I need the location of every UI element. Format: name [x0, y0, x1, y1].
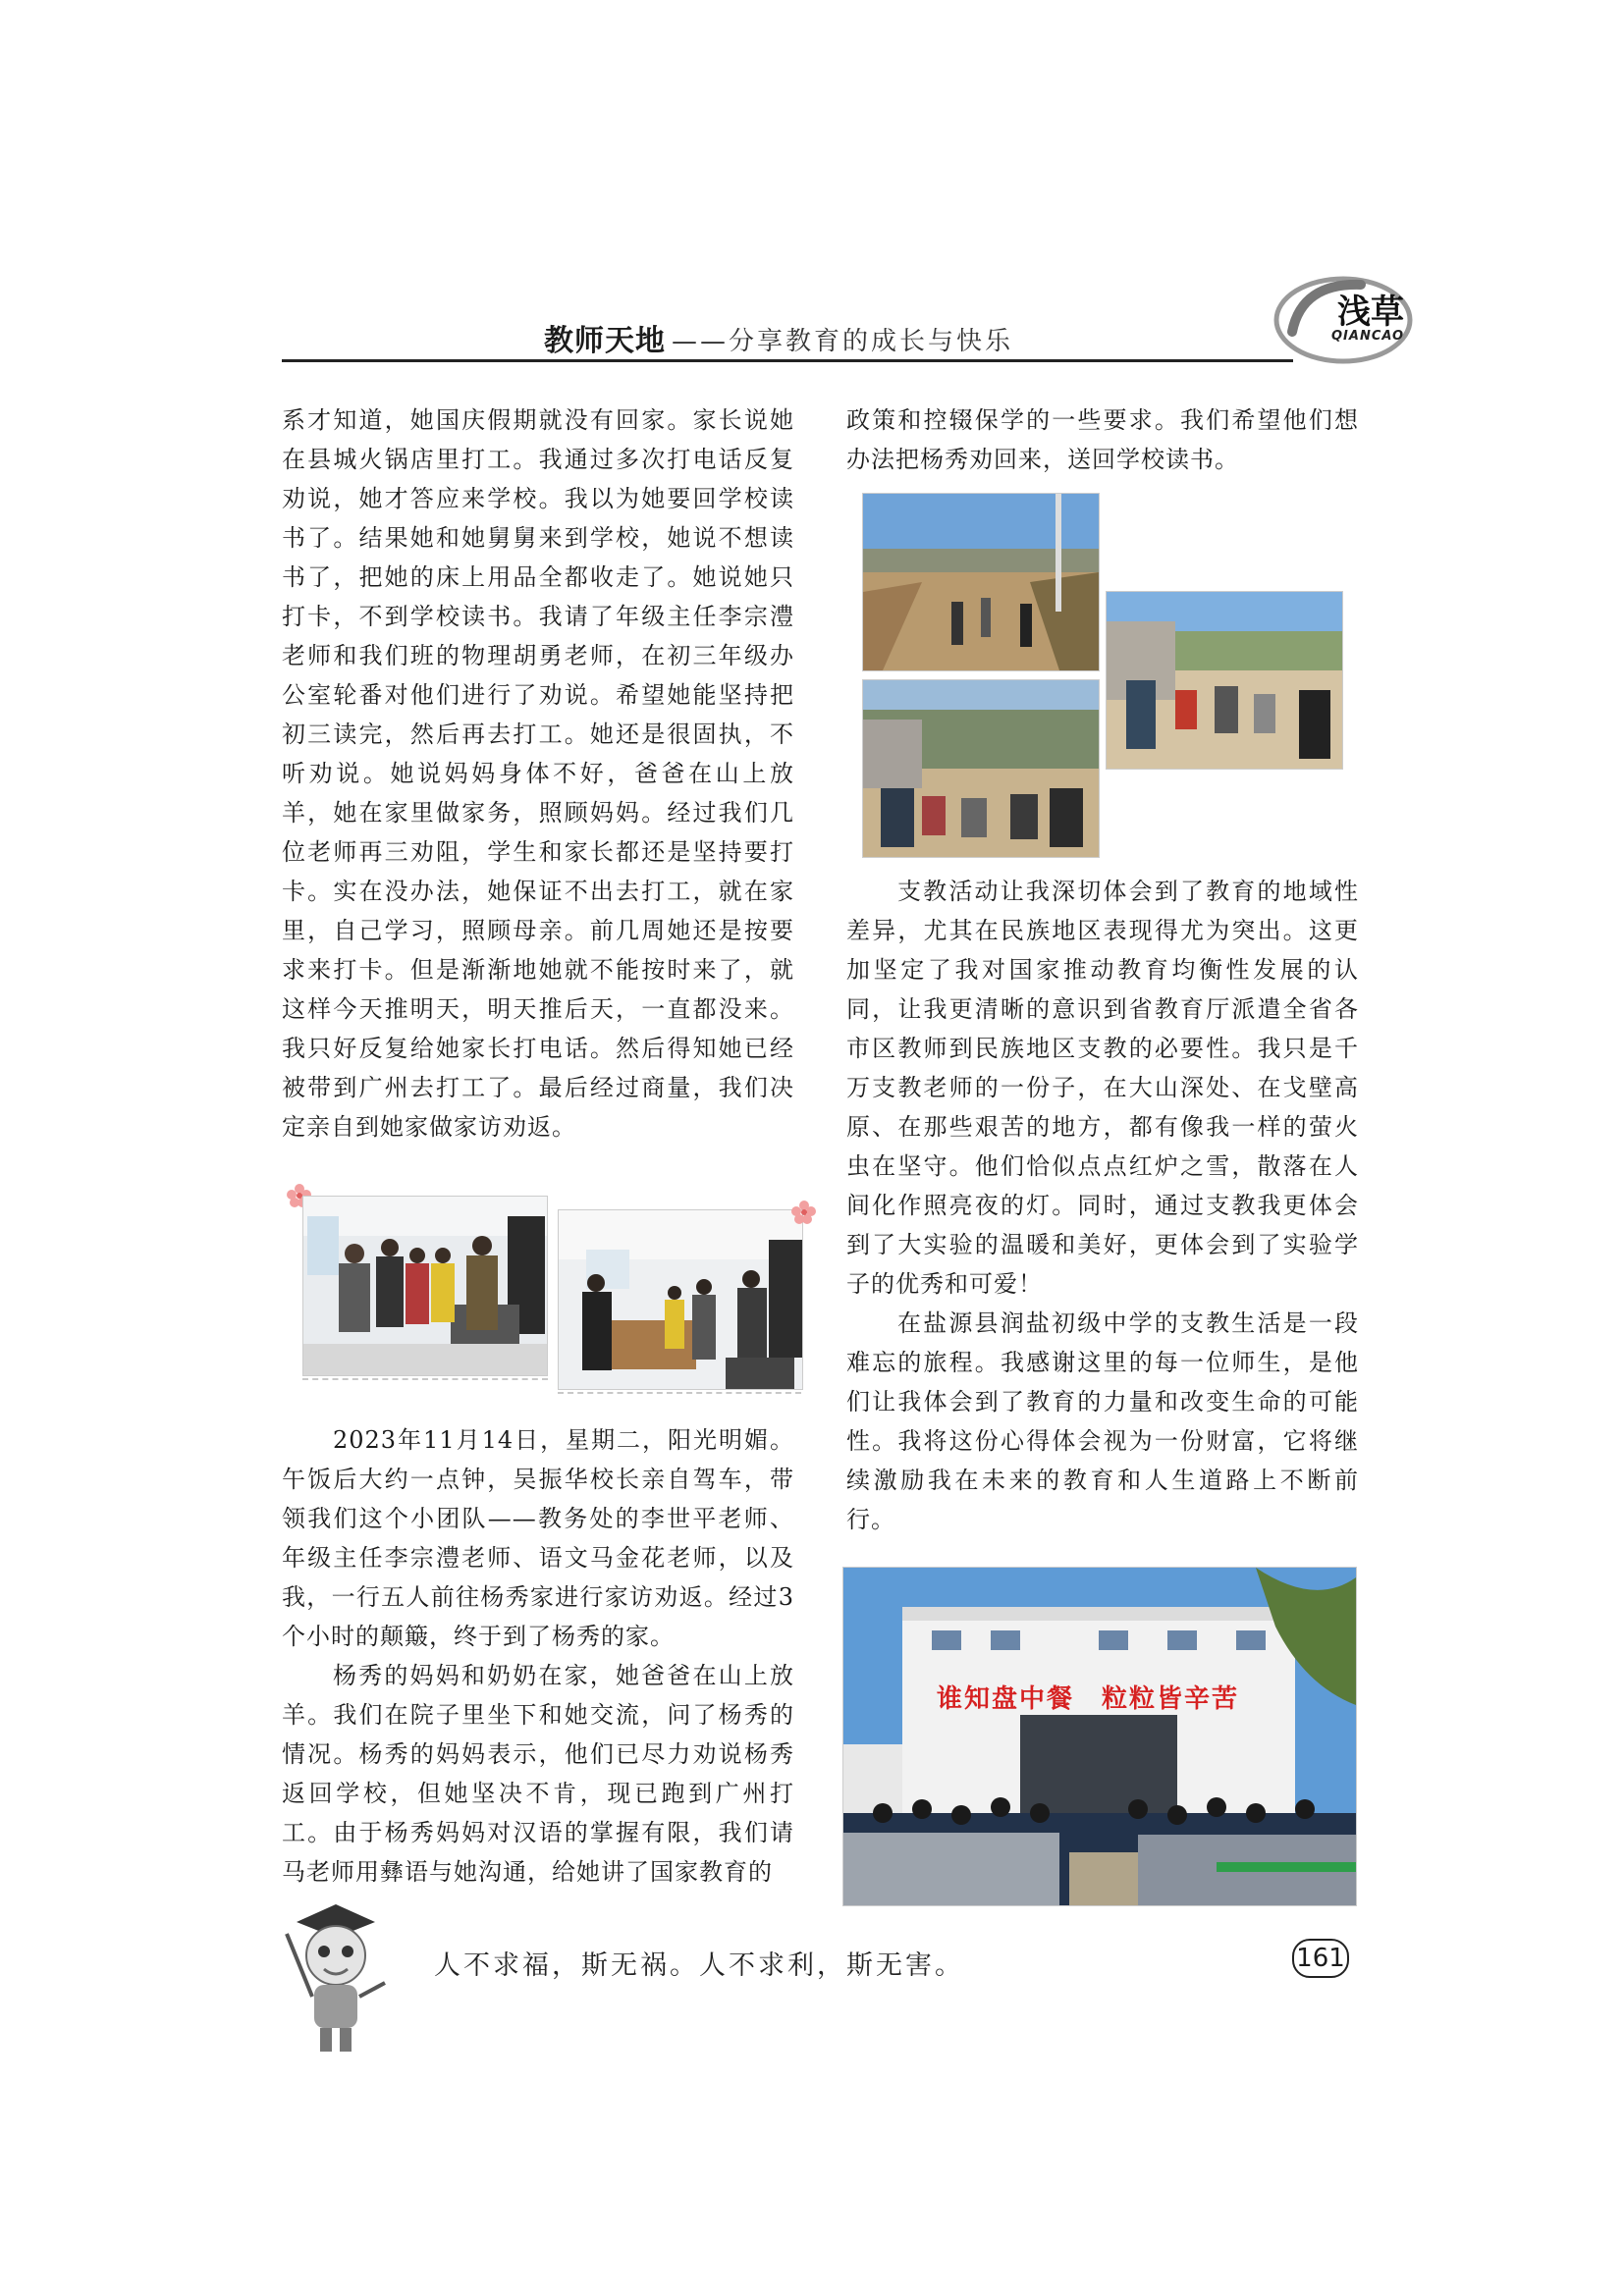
- header-rule: [282, 359, 1293, 362]
- photo-office-visit-2: [558, 1209, 803, 1390]
- left-column-bottom: [282, 1420, 794, 1892]
- paragraph: 杨秀的妈妈和奶奶在家，她爸爸在山上放羊。我们在院子里坐下和她交流，问了杨秀的情况。杨秀的妈妈表示，他们已尽力劝说杨秀返回学校，但她坚决不肯，现已跑到广州打工。由于杨秀妈妈对汉语的掌握有限，我们请马老师用彝语与她沟通，给她讲了国家教育的: [282, 1662, 794, 1886]
- photo-school-cafeteria: [842, 1567, 1357, 1906]
- photo-courtyard-talk-1: [862, 679, 1100, 858]
- section-subtitle: ——分享教育的成长与快乐: [672, 327, 1014, 356]
- paragraph: 支教活动让我深切体会到了教育的地域性差异，尤其在民族地区表现得尤为突出。这更加坚定了我对国家推动教育均衡性发展的认同，让我更清晰的意识到省教育厅派遣全省各市区教师到民族地区支教的必要性。我只是千万支教老师的一份子，在大山深处、在戈壁高原、在那些艰苦的地方，都有像我一样的萤火虫在坚守。他们恰似点点红炉之雪，散落在人间化作照亮夜的灯。同时，通过支教我更体会到了大实验的温暖和美好，更体会到了实验学子的优秀和可爱！: [846, 878, 1359, 1298]
- right-column-top: [846, 400, 1359, 479]
- paragraph: 2023年11月14日，星期二，阳光明媚。午饭后大约一点钟，吴振华校长亲自驾车，带领我们这个小团队——教务处的李世平老师、年级主任李宗澧老师、语文马金花老师，以及我，一行五人前往杨秀家进行家访劝返。经过3个小时的颠簸，终于到了杨秀的家。: [282, 1426, 794, 1650]
- paragraph: 系才知道，她国庆假期就没有回家。家长说她在县城火锅店里打工。我通过多次打电话反复劝说，她才答应来学校。我以为她要回学校读书了。结果她和她舅舅来到学校，她说不想读书了，把她的床上用品全都收走了。她说她只打卡，不到学校读书。我请了年级主任李宗澧老师和我们班的物理胡勇老师，在初三年级办公室轮番对他们进行了劝说。希望她能坚持把初三读完，然后再去打工。她还是很固执，不听劝说。她说妈妈身体不好，爸爸在山上放羊，她在家里做家务，照顾妈妈。经过我们几位老师再三劝阻，学生和家长都还是坚持要打卡。实在没办法，她保证不出去打工，就在家里，自己学习，照顾母亲。前几周她还是按要求来打卡。但是渐渐地她就不能按时来了，就这样今天推明天，明天推后天，一直都没来。我只好反复给她家长打电话。然后得知她已经被带到广州去打工了。最后经过商量，我们决定亲自到她家做家访劝返。: [282, 406, 794, 1141]
- logo-text: 浅草: [1337, 293, 1404, 332]
- photo-office-visit-1: [302, 1196, 548, 1376]
- page-number: 161: [1292, 1939, 1349, 1978]
- section-title: 教师天地: [544, 324, 666, 358]
- divider: [302, 1378, 548, 1380]
- mascot-icon: [277, 1895, 393, 2061]
- photo-mountain-walk: [862, 493, 1100, 671]
- footer-quote: 人不求福，斯无祸。人不求利，斯无害。: [434, 1950, 964, 1981]
- left-column-top: [282, 400, 794, 1147]
- logo-subtext: QIANCAO: [1331, 329, 1405, 344]
- school-banner-text: 谁知盘中餐 粒粒皆辛苦: [937, 1684, 1240, 1714]
- flower-icon: [791, 1200, 817, 1225]
- photo-courtyard-talk-2: [1106, 591, 1343, 770]
- paragraph: 政策和控辍保学的一些要求。我们希望他们想办法把杨秀劝回来，送回学校读书。: [846, 406, 1359, 473]
- paragraph: 在盐源县润盐初级中学的支教生活是一段难忘的旅程。我感谢这里的每一位师生，是他们让我体会到了教育的力量和改变生命的可能性。我将这份心得体会视为一份财富，它将继续激励我在未来的教育和人生道路上不断前行。: [846, 1309, 1359, 1533]
- right-column-bottom: [846, 872, 1359, 1539]
- divider: [558, 1392, 801, 1394]
